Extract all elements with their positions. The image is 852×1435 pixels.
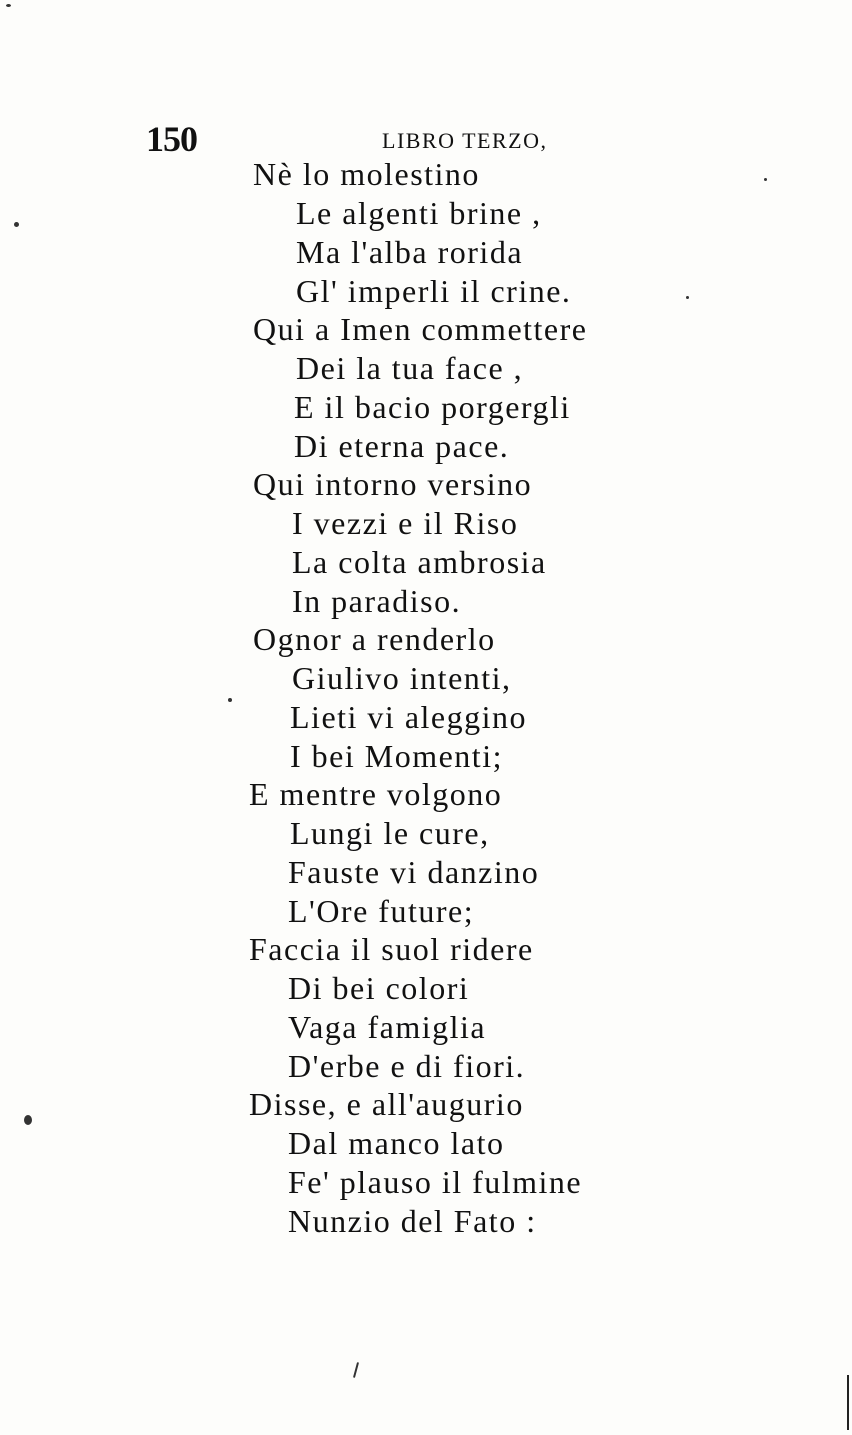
poem-line: Di bei colori — [288, 970, 470, 1006]
scan-speck — [764, 178, 767, 181]
poem-line: Nunzio del Fato : — [288, 1203, 537, 1239]
poem-line: Qui intorno versino — [253, 466, 533, 502]
poem-line: E mentre volgono — [249, 776, 503, 812]
poem-line: L'Ore future; — [288, 893, 475, 929]
scan-speck — [686, 296, 689, 299]
scan-speck — [353, 1362, 359, 1378]
poem-line: Fe' plauso il fulmine — [288, 1164, 583, 1200]
poem-line: La colta ambrosia — [292, 544, 547, 580]
scan-speck — [14, 222, 19, 227]
poem-line: Fauste vi danzino — [288, 854, 540, 890]
poem-line: Ognor a renderlo — [253, 621, 496, 657]
poem-line: Lieti vi aleggino — [290, 699, 527, 735]
poem-line: Disse, e all'augurio — [249, 1086, 524, 1122]
poem-line: In paradiso. — [292, 583, 462, 619]
page-number: 150 — [146, 119, 197, 159]
poem-line: Dei la tua face , — [296, 350, 524, 386]
poem-line: Dal manco lato — [288, 1125, 505, 1161]
poem-line: Ma l'alba rorida — [296, 234, 524, 270]
poem-line: Vaga famiglia — [288, 1009, 487, 1045]
poem-line: Qui a Imen commettere — [253, 311, 588, 347]
poem-line: I bei Momenti; — [290, 738, 503, 774]
running-head: LIBRO TERZO, — [382, 128, 548, 153]
scan-speck — [6, 4, 11, 7]
scan-speck — [228, 698, 232, 702]
poem-line: I vezzi e il Riso — [292, 505, 519, 541]
poem-line: Lungi le cure, — [290, 815, 490, 851]
page-edge-line — [847, 1375, 849, 1430]
poem-line: Faccia il suol ridere — [249, 931, 534, 967]
poem-line: D'erbe e di fiori. — [288, 1048, 526, 1084]
poem-line: Gl' imperli il crine. — [296, 273, 572, 309]
poem-line: Di eterna pace. — [294, 428, 510, 464]
poem-line: Giulivo intenti, — [292, 660, 512, 696]
page-header — [0, 118, 852, 158]
poem-line: Le algenti brine , — [296, 195, 542, 231]
poem-line: Nè lo molestino — [253, 156, 480, 192]
poem-line: E il bacio porgergli — [294, 389, 571, 425]
scan-speck — [24, 1115, 32, 1125]
